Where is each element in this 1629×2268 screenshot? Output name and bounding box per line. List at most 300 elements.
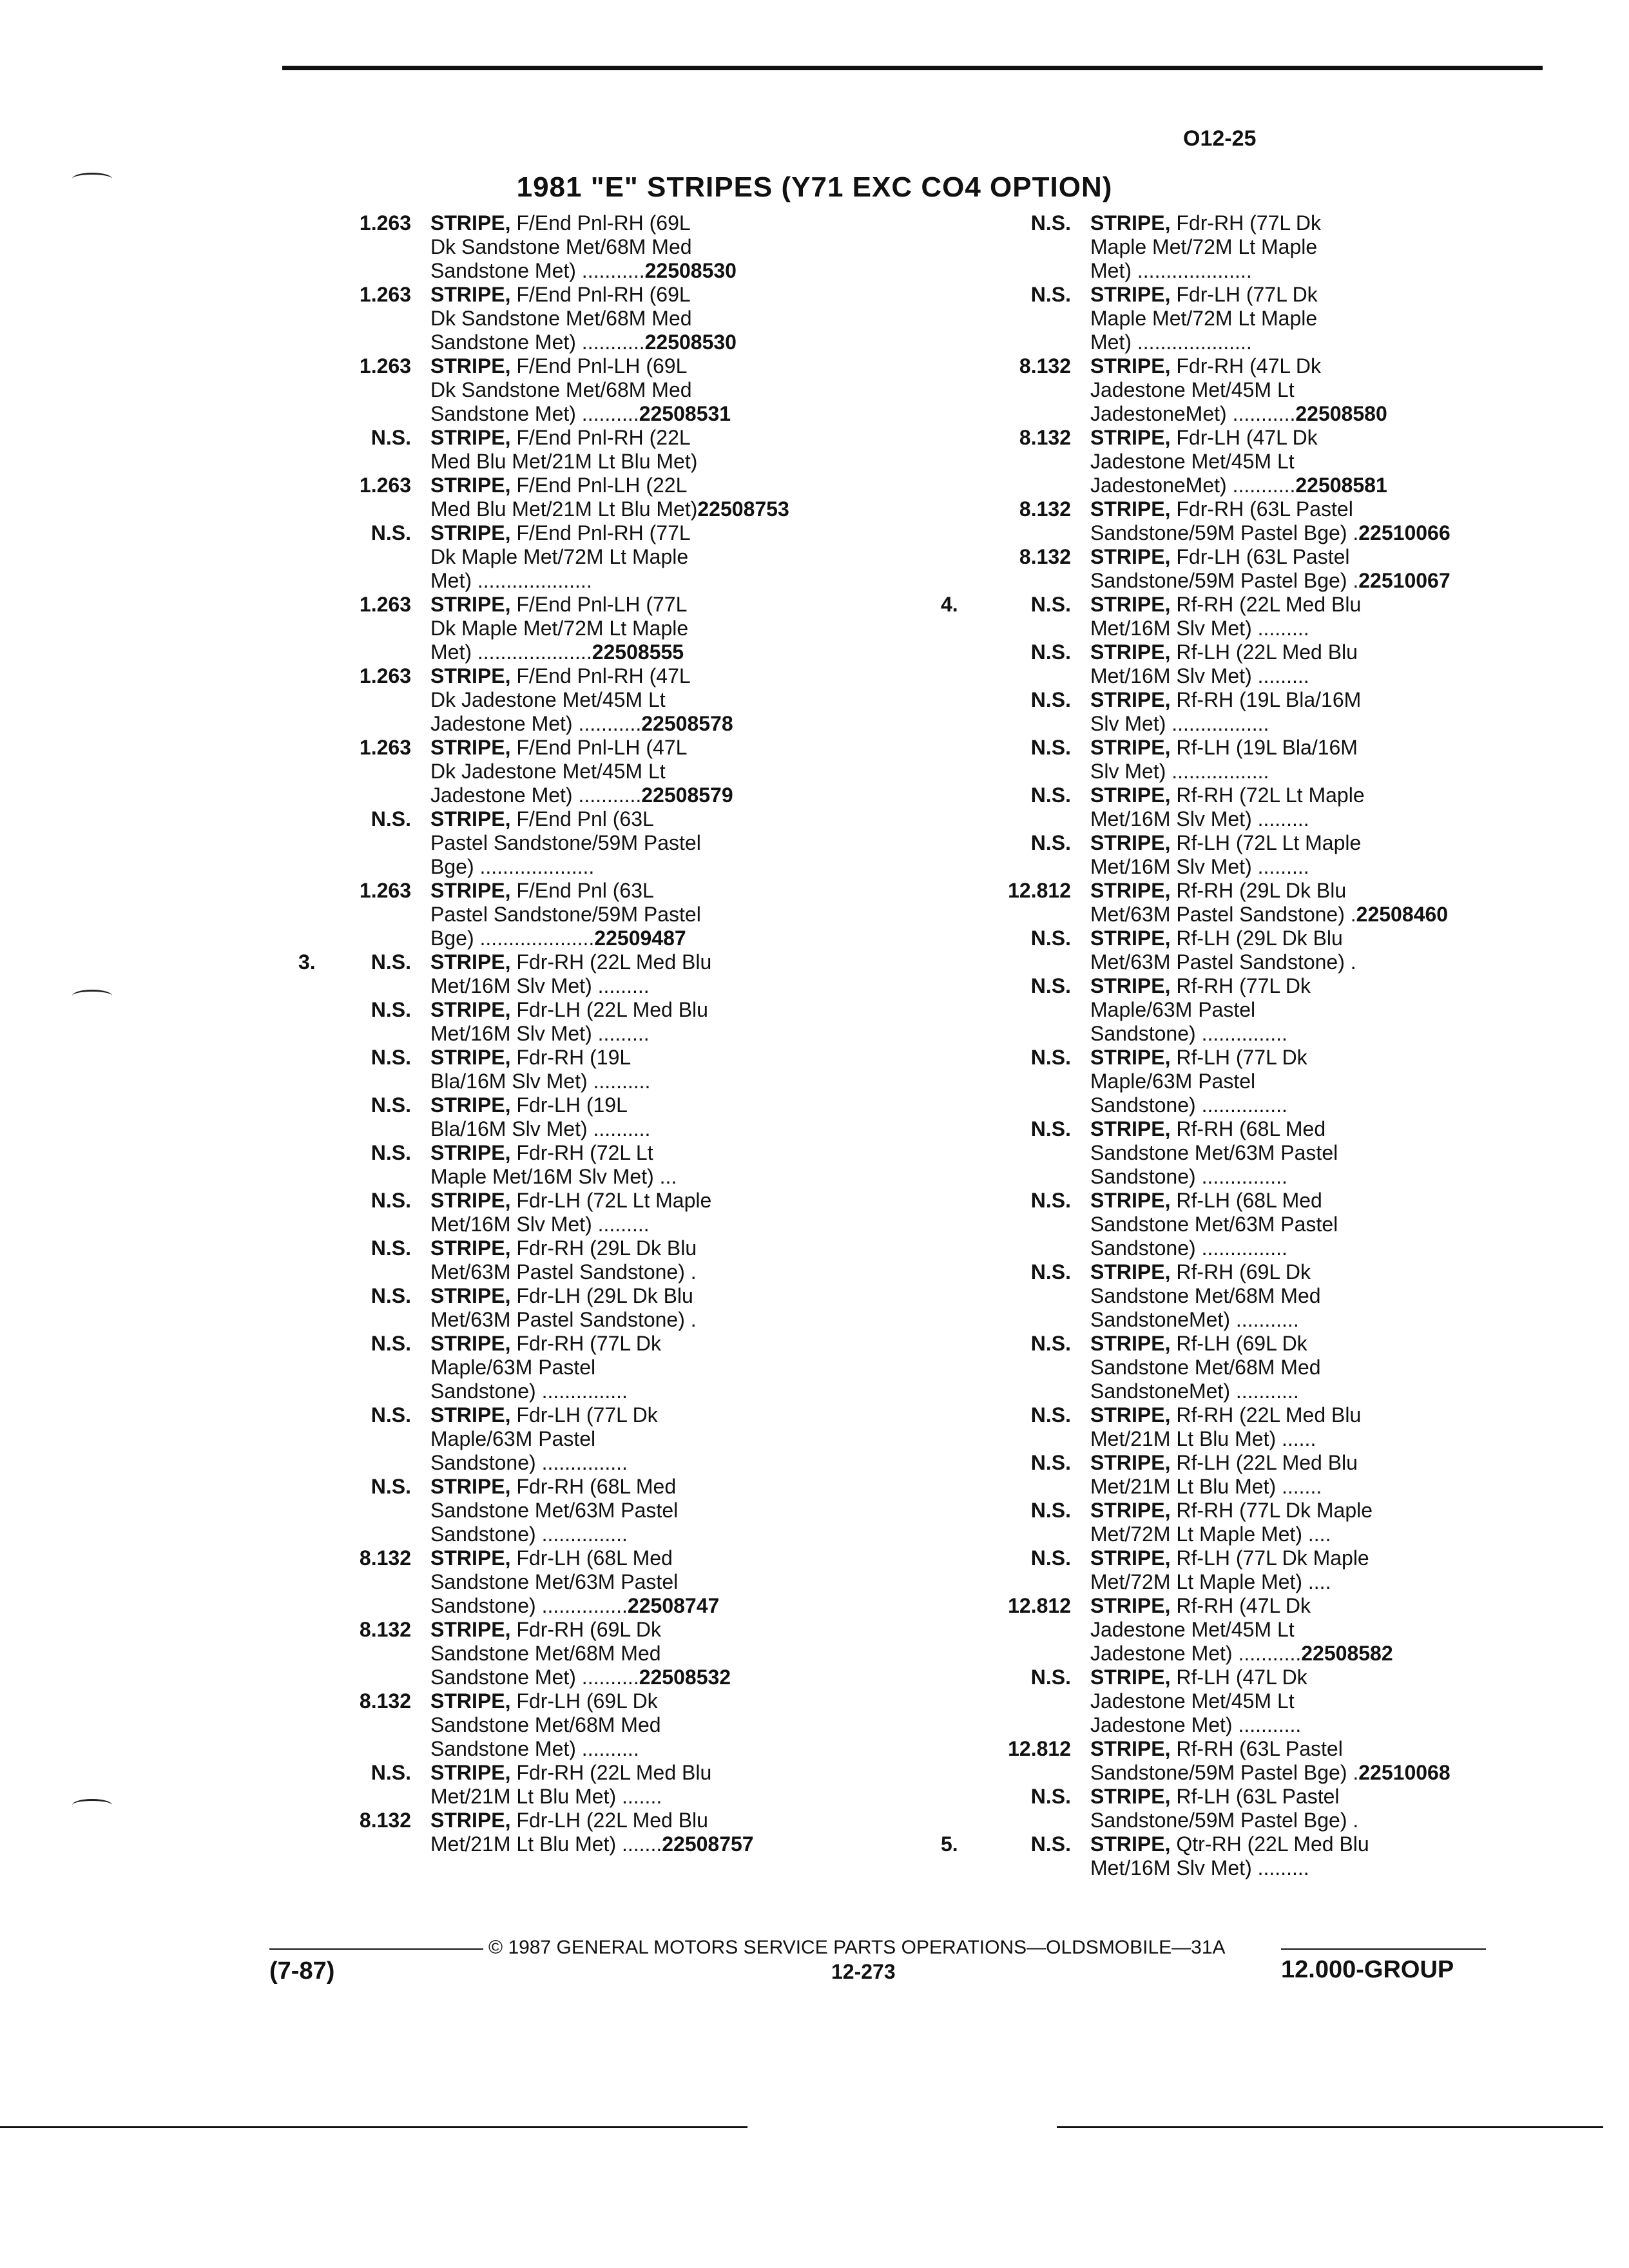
part-name: STRIPE, [430, 1403, 511, 1427]
bottom-rule-left [0, 2126, 747, 2128]
part-entry [371, 1236, 894, 1284]
part-quantity: N.S. [1030, 1403, 1071, 1427]
description-line [1090, 354, 1554, 378]
description-text: Sandstone Met/68M Med [430, 1713, 661, 1736]
description-line [430, 1618, 894, 1642]
part-quantity: 1.263 [359, 593, 411, 616]
part-description [430, 1618, 894, 1689]
part-quantity: N.S. [1030, 974, 1071, 997]
description-line [430, 807, 894, 831]
description-line [1090, 1117, 1554, 1141]
description-text: Dk Jadestone Met/45M Lt [430, 760, 666, 783]
part-number: 22509487 [594, 927, 686, 950]
description-line [1090, 211, 1554, 235]
part-quantity: N.S. [1030, 1451, 1071, 1474]
description-text: Rf-LH (68L Med [1170, 1189, 1322, 1212]
part-entry [371, 998, 894, 1046]
part-name: STRIPE, [430, 664, 511, 687]
part-description [430, 879, 894, 950]
part-quantity: N.S. [371, 1761, 411, 1784]
part-number: 22510067 [1358, 569, 1451, 592]
description-line [1090, 664, 1554, 688]
part-name: STRIPE, [430, 1141, 511, 1164]
part-name: STRIPE, [1090, 1737, 1171, 1760]
description-line [430, 1213, 894, 1236]
description-line [1090, 1737, 1554, 1761]
description-line [1090, 760, 1554, 783]
description-line [430, 497, 894, 521]
description-line [1090, 235, 1554, 259]
description-line [430, 1594, 894, 1618]
part-description [1090, 1499, 1554, 1546]
description-text: Sandstone Met/63M Pastel [430, 1570, 679, 1593]
description-text: Fdr-LH (63L Pastel [1170, 545, 1350, 568]
part-entry [371, 1189, 894, 1236]
description-text: Rf-RH (77L Dk [1170, 974, 1311, 997]
description-line [430, 593, 894, 617]
part-name: STRIPE, [1090, 1451, 1171, 1474]
description-line [430, 950, 894, 974]
part-name: STRIPE, [1090, 497, 1171, 521]
part-description [1090, 831, 1554, 879]
part-quantity: N.S. [1030, 1189, 1071, 1212]
part-name: STRIPE, [430, 807, 511, 831]
part-name: STRIPE, [430, 426, 511, 449]
part-entry [359, 1618, 894, 1689]
description-line [1090, 855, 1554, 879]
part-name: STRIPE, [430, 354, 511, 378]
description-line [1090, 903, 1554, 927]
part-entry [359, 1546, 894, 1618]
description-text: Fdr-RH (68L Med [510, 1475, 677, 1498]
part-entry [1019, 545, 1554, 593]
part-name: STRIPE, [1090, 1785, 1171, 1808]
footer-rule-left [269, 1948, 483, 1950]
part-name: STRIPE, [1090, 1832, 1171, 1856]
description-text: F/End Pnl (63L [510, 807, 654, 831]
part-entry [1030, 1117, 1554, 1189]
description-text: Rf-LH (47L Dk [1170, 1666, 1307, 1689]
description-text: Sandstone/59M Pastel Bge) . [1090, 1809, 1359, 1832]
description-line [430, 1523, 894, 1546]
description-text: Fdr-LH (69L Dk [510, 1689, 658, 1713]
description-line [430, 1499, 894, 1523]
description-line [1090, 927, 1554, 950]
description-line [1090, 1141, 1554, 1165]
part-name: STRIPE, [430, 593, 511, 616]
description-text: Met/21M Lt Blu Met) ....... [430, 1832, 662, 1856]
description-line [430, 1570, 894, 1594]
figure-number: 4. [941, 593, 958, 616]
part-name: STRIPE, [1090, 688, 1171, 711]
part-name: STRIPE, [1090, 736, 1171, 759]
part-description [1090, 927, 1554, 974]
description-text: Sandstone) ............... [430, 1451, 628, 1474]
part-entry [371, 1284, 894, 1332]
part-name: STRIPE, [430, 521, 511, 544]
footer-group: 12.000-GROUP [1281, 1956, 1454, 1983]
part-description [430, 1546, 894, 1618]
part-entry [1030, 211, 1554, 283]
part-description [430, 1284, 894, 1332]
part-name: STRIPE, [1090, 545, 1171, 568]
description-line [430, 1809, 894, 1832]
description-line [430, 640, 894, 664]
part-name: STRIPE, [1090, 211, 1171, 235]
description-line [1090, 1308, 1554, 1332]
description-line [1090, 545, 1554, 569]
description-text: Sandstone/59M Pastel Bge) . [1090, 521, 1359, 544]
description-line [430, 664, 894, 688]
part-quantity: N.S. [1030, 688, 1071, 711]
description-text: Rf-LH (22L Med Blu [1170, 640, 1358, 664]
description-text: Fdr-RH (47L Dk [1170, 354, 1321, 378]
part-quantity: 8.132 [1019, 545, 1071, 568]
description-text: Dk Sandstone Met/68M Med [430, 307, 692, 330]
part-entry [1030, 1785, 1554, 1832]
description-line [1090, 831, 1554, 855]
description-text: Met/16M Slv Met) ......... [1090, 664, 1309, 687]
part-name: STRIPE, [430, 950, 511, 974]
part-description [1090, 1666, 1554, 1737]
description-text: Met/63M Pastel Sandstone) . [430, 1260, 697, 1283]
description-text: Jadestone Met/45M Lt [1090, 378, 1295, 401]
part-quantity: N.S. [371, 426, 411, 449]
description-line [430, 1284, 894, 1308]
description-line [430, 545, 894, 569]
description-text: Fdr-LH (47L Dk [1170, 426, 1318, 449]
description-line [1090, 1689, 1554, 1713]
part-entry [359, 879, 894, 950]
part-entry [359, 354, 894, 426]
description-line [1090, 1570, 1554, 1594]
description-text: Met) .................... [1090, 331, 1252, 354]
part-quantity: N.S. [1030, 1046, 1071, 1069]
description-line [430, 1308, 894, 1332]
part-description [1090, 1403, 1554, 1451]
description-text: Slv Met) ................. [1090, 760, 1269, 783]
part-name: STRIPE, [1090, 593, 1171, 616]
part-description [430, 474, 894, 521]
part-number: 22508460 [1356, 903, 1449, 926]
description-line [1090, 1618, 1554, 1642]
part-number: 22508530 [644, 331, 737, 354]
description-text: Fdr-LH (68L Med [510, 1546, 673, 1570]
part-number: 22508579 [641, 783, 733, 807]
part-quantity: N.S. [1030, 831, 1071, 854]
part-quantity: N.S. [1030, 211, 1071, 235]
description-text: Med Blu Met/21M Lt Blu Met) [430, 450, 698, 473]
part-description [1090, 593, 1554, 640]
description-text: Rf-LH (69L Dk [1170, 1332, 1307, 1355]
description-line [430, 1737, 894, 1761]
description-line [430, 1260, 894, 1284]
description-text: Sandstone Met) ........... [430, 259, 645, 282]
part-quantity: N.S. [1030, 1499, 1071, 1522]
figure-number: 3. [298, 950, 316, 974]
description-text: Dk Maple Met/72M Lt Maple [430, 545, 689, 568]
description-text: Rf-LH (63L Pastel [1170, 1785, 1340, 1808]
description-line [1090, 497, 1554, 521]
part-name: STRIPE, [1090, 1403, 1171, 1427]
description-text: SandstoneMet) ........... [1090, 1308, 1299, 1331]
part-name: STRIPE, [1090, 1499, 1171, 1522]
figure-number: 5. [941, 1832, 958, 1856]
part-quantity: N.S. [371, 950, 411, 974]
description-text: Sandstone Met/63M Pastel [430, 1499, 679, 1522]
description-line [1090, 879, 1554, 903]
part-name: STRIPE, [1090, 1666, 1171, 1689]
part-quantity: N.S. [1030, 593, 1071, 616]
description-text: Qtr-RH (22L Med Blu [1170, 1832, 1369, 1856]
description-line [1090, 1213, 1554, 1236]
page-code: O12-25 [1183, 126, 1257, 151]
part-entry [359, 211, 894, 283]
top-rule [282, 66, 1543, 70]
part-entry [298, 950, 894, 998]
part-quantity: N.S. [1030, 283, 1071, 306]
part-quantity: 1.263 [359, 211, 411, 235]
description-line [1090, 283, 1554, 307]
description-line [1090, 1236, 1554, 1260]
description-line [430, 402, 894, 426]
part-name: STRIPE, [1090, 927, 1171, 950]
description-line [1090, 1093, 1554, 1117]
part-entry [1030, 1666, 1554, 1737]
part-description [430, 1761, 894, 1809]
description-line [430, 783, 894, 807]
part-quantity: N.S. [1030, 1546, 1071, 1570]
description-text: Jadestone Met/45M Lt [1090, 1618, 1295, 1641]
description-text: Sandstone Met/63M Pastel [1090, 1141, 1338, 1164]
part-description [430, 1809, 894, 1856]
part-quantity: 12.812 [1008, 1737, 1071, 1760]
description-text: Rf-RH (68L Med [1170, 1117, 1326, 1140]
description-line [1090, 998, 1554, 1022]
part-entry [371, 426, 894, 474]
part-description [1090, 736, 1554, 783]
description-text: Fdr-LH (22L Med Blu [510, 998, 708, 1021]
description-line [1090, 1022, 1554, 1046]
part-quantity: 8.132 [359, 1809, 411, 1832]
description-line [1090, 1832, 1554, 1856]
part-quantity: N.S. [371, 521, 411, 544]
description-text: F/End Pnl-LH (77L [510, 593, 688, 616]
part-description [1090, 497, 1554, 545]
footer-copyright: © 1987 GENERAL MOTORS SERVICE PARTS OPERATIONS—OLDSMOBILE—31A [488, 1937, 1226, 1958]
part-entry [1030, 1260, 1554, 1332]
part-name: STRIPE, [430, 1189, 511, 1212]
description-line [1090, 1475, 1554, 1499]
description-text: Sandstone Met/68M Med [1090, 1284, 1321, 1307]
part-entry [1030, 1451, 1554, 1499]
part-name: STRIPE, [1090, 1332, 1171, 1355]
description-line [1090, 1379, 1554, 1403]
part-description [430, 1475, 894, 1546]
description-text: Med Blu Met/21M Lt Blu Met) [430, 497, 698, 521]
part-description [430, 998, 894, 1046]
description-text: Fdr-RH (69L Dk [510, 1618, 661, 1641]
description-text: Sandstone) ............... [1090, 1165, 1287, 1188]
description-text: Dk Maple Met/72M Lt Maple [430, 617, 689, 640]
part-name: STRIPE, [1090, 354, 1171, 378]
part-quantity: 1.263 [359, 283, 411, 306]
part-name: STRIPE, [430, 1475, 511, 1498]
description-text: Met/16M Slv Met) ......... [430, 974, 650, 997]
description-text: F/End Pnl-RH (22L [510, 426, 691, 449]
part-description [430, 1046, 894, 1093]
part-quantity: 8.132 [1019, 354, 1071, 378]
part-description [430, 950, 894, 998]
part-entry [371, 807, 894, 879]
description-text: F/End Pnl-RH (77L [510, 521, 691, 544]
description-line [430, 927, 894, 950]
description-text: F/End Pnl-RH (69L [510, 211, 691, 235]
part-number: 22508532 [639, 1666, 731, 1689]
description-text: Met/72M Lt Maple Met) .... [1090, 1523, 1331, 1546]
description-line [430, 736, 894, 760]
part-name: STRIPE, [430, 283, 511, 306]
part-entry [371, 1046, 894, 1093]
description-line [430, 760, 894, 783]
description-line [430, 1236, 894, 1260]
description-line [1090, 1642, 1554, 1666]
description-text: Bge) .................... [430, 855, 595, 878]
part-name: STRIPE, [430, 998, 511, 1021]
part-description [1090, 1546, 1554, 1594]
part-quantity: 8.132 [359, 1546, 411, 1570]
description-line [430, 235, 894, 259]
parts-list-left [298, 211, 894, 1856]
description-line [1090, 1260, 1554, 1284]
part-entry [1030, 736, 1554, 783]
description-line [430, 1046, 894, 1070]
part-name: STRIPE, [430, 474, 511, 497]
description-line [1090, 331, 1554, 354]
description-text: Met/16M Slv Met) ......... [430, 1213, 650, 1236]
part-entry [371, 1403, 894, 1475]
description-text: Dk Sandstone Met/68M Med [430, 378, 692, 401]
description-text: Rf-LH (22L Med Blu [1170, 1451, 1358, 1474]
description-line [1090, 402, 1554, 426]
part-entry [941, 593, 1554, 640]
description-text: Sandstone) ............... [1090, 1022, 1287, 1045]
description-text: Rf-LH (19L Bla/16M [1170, 736, 1358, 759]
description-line [430, 831, 894, 855]
description-text: Sandstone) ............... [430, 1379, 628, 1403]
part-description [1090, 1785, 1554, 1832]
description-text: Fdr-LH (22L Med Blu [510, 1809, 708, 1832]
description-line [430, 1332, 894, 1356]
description-text: SandstoneMet) ........... [1090, 1379, 1299, 1403]
part-name: STRIPE, [430, 1809, 511, 1832]
description-text: Fdr-RH (72L Lt [510, 1141, 653, 1164]
part-entry [359, 474, 894, 521]
description-text: Maple Met/72M Lt Maple [1090, 307, 1318, 330]
part-description [430, 426, 894, 474]
description-text: Fdr-LH (29L Dk Blu [510, 1284, 693, 1307]
part-quantity: 8.132 [1019, 426, 1071, 449]
part-quantity: N.S. [371, 1189, 411, 1212]
part-description [1090, 1737, 1554, 1785]
description-text: Maple Met/72M Lt Maple [1090, 235, 1318, 258]
description-line [1090, 807, 1554, 831]
part-number: 22508757 [662, 1832, 754, 1856]
parts-list-right [941, 211, 1554, 1880]
description-line [430, 1403, 894, 1427]
description-text: Bla/16M Slv Met) .......... [430, 1070, 651, 1093]
part-quantity: N.S. [371, 1236, 411, 1260]
description-line [1090, 307, 1554, 331]
description-text: Jadestone Met) ........... [1090, 1713, 1302, 1736]
part-quantity: N.S. [1030, 640, 1071, 664]
part-entry [1030, 783, 1554, 831]
description-line [1090, 593, 1554, 617]
description-line [430, 283, 894, 307]
part-description [1090, 1832, 1554, 1880]
description-text: Jadestone Met) ........... [1090, 1642, 1302, 1665]
part-quantity: 8.132 [1019, 497, 1071, 521]
description-line [430, 426, 894, 450]
description-text: Dk Sandstone Met/68M Med [430, 235, 692, 258]
description-text: Sandstone Met/63M Pastel [1090, 1213, 1338, 1236]
description-line [1090, 1499, 1554, 1523]
description-text: Sandstone) ............... [430, 1523, 628, 1546]
description-line [1090, 1856, 1554, 1880]
description-line [1090, 1046, 1554, 1070]
description-text: Jadestone Met/45M Lt [1090, 450, 1295, 473]
description-text: JadestoneMet) ........... [1090, 474, 1296, 497]
part-entry [371, 1332, 894, 1403]
part-number: 22510068 [1358, 1761, 1451, 1784]
part-name: STRIPE, [1090, 879, 1171, 902]
description-line [430, 378, 894, 402]
part-quantity: 1.263 [359, 664, 411, 687]
part-description [1090, 283, 1554, 354]
description-text: Met/21M Lt Blu Met) ...... [1090, 1427, 1316, 1450]
description-text: Fdr-RH (22L Med Blu [510, 1761, 712, 1784]
description-line [430, 617, 894, 640]
page-title: 1981 "E" STRIPES (Y71 EXC CO4 OPTION) [516, 171, 1113, 203]
part-entry [1030, 640, 1554, 688]
part-name: STRIPE, [430, 1332, 511, 1355]
part-description [430, 807, 894, 879]
description-line [1090, 1451, 1554, 1475]
description-line [1090, 712, 1554, 736]
description-line [430, 211, 894, 235]
part-description [430, 283, 894, 354]
part-entry [1030, 927, 1554, 974]
description-text: Met) .................... [430, 640, 592, 664]
description-text: Rf-LH (72L Lt Maple [1170, 831, 1362, 854]
part-quantity: N.S. [371, 1284, 411, 1307]
description-text: Rf-RH (69L Dk [1170, 1260, 1311, 1283]
description-text: F/End Pnl-LH (69L [510, 354, 688, 378]
footer-date-code: (7-87) [269, 1957, 335, 1984]
part-number: 22508582 [1301, 1642, 1393, 1665]
description-line [430, 903, 894, 927]
description-line [1090, 1666, 1554, 1689]
part-entry [371, 1475, 894, 1546]
description-text: Rf-RH (72L Lt Maple [1170, 783, 1365, 807]
description-text: Fdr-LH (72L Lt Maple [510, 1189, 712, 1212]
part-quantity: N.S. [1030, 927, 1071, 950]
part-quantity: N.S. [1030, 1332, 1071, 1355]
description-text: Met) .................... [1090, 259, 1252, 282]
description-text: Slv Met) ................. [1090, 712, 1269, 735]
description-line [1090, 1546, 1554, 1570]
description-text: Met/72M Lt Maple Met) .... [1090, 1570, 1331, 1593]
